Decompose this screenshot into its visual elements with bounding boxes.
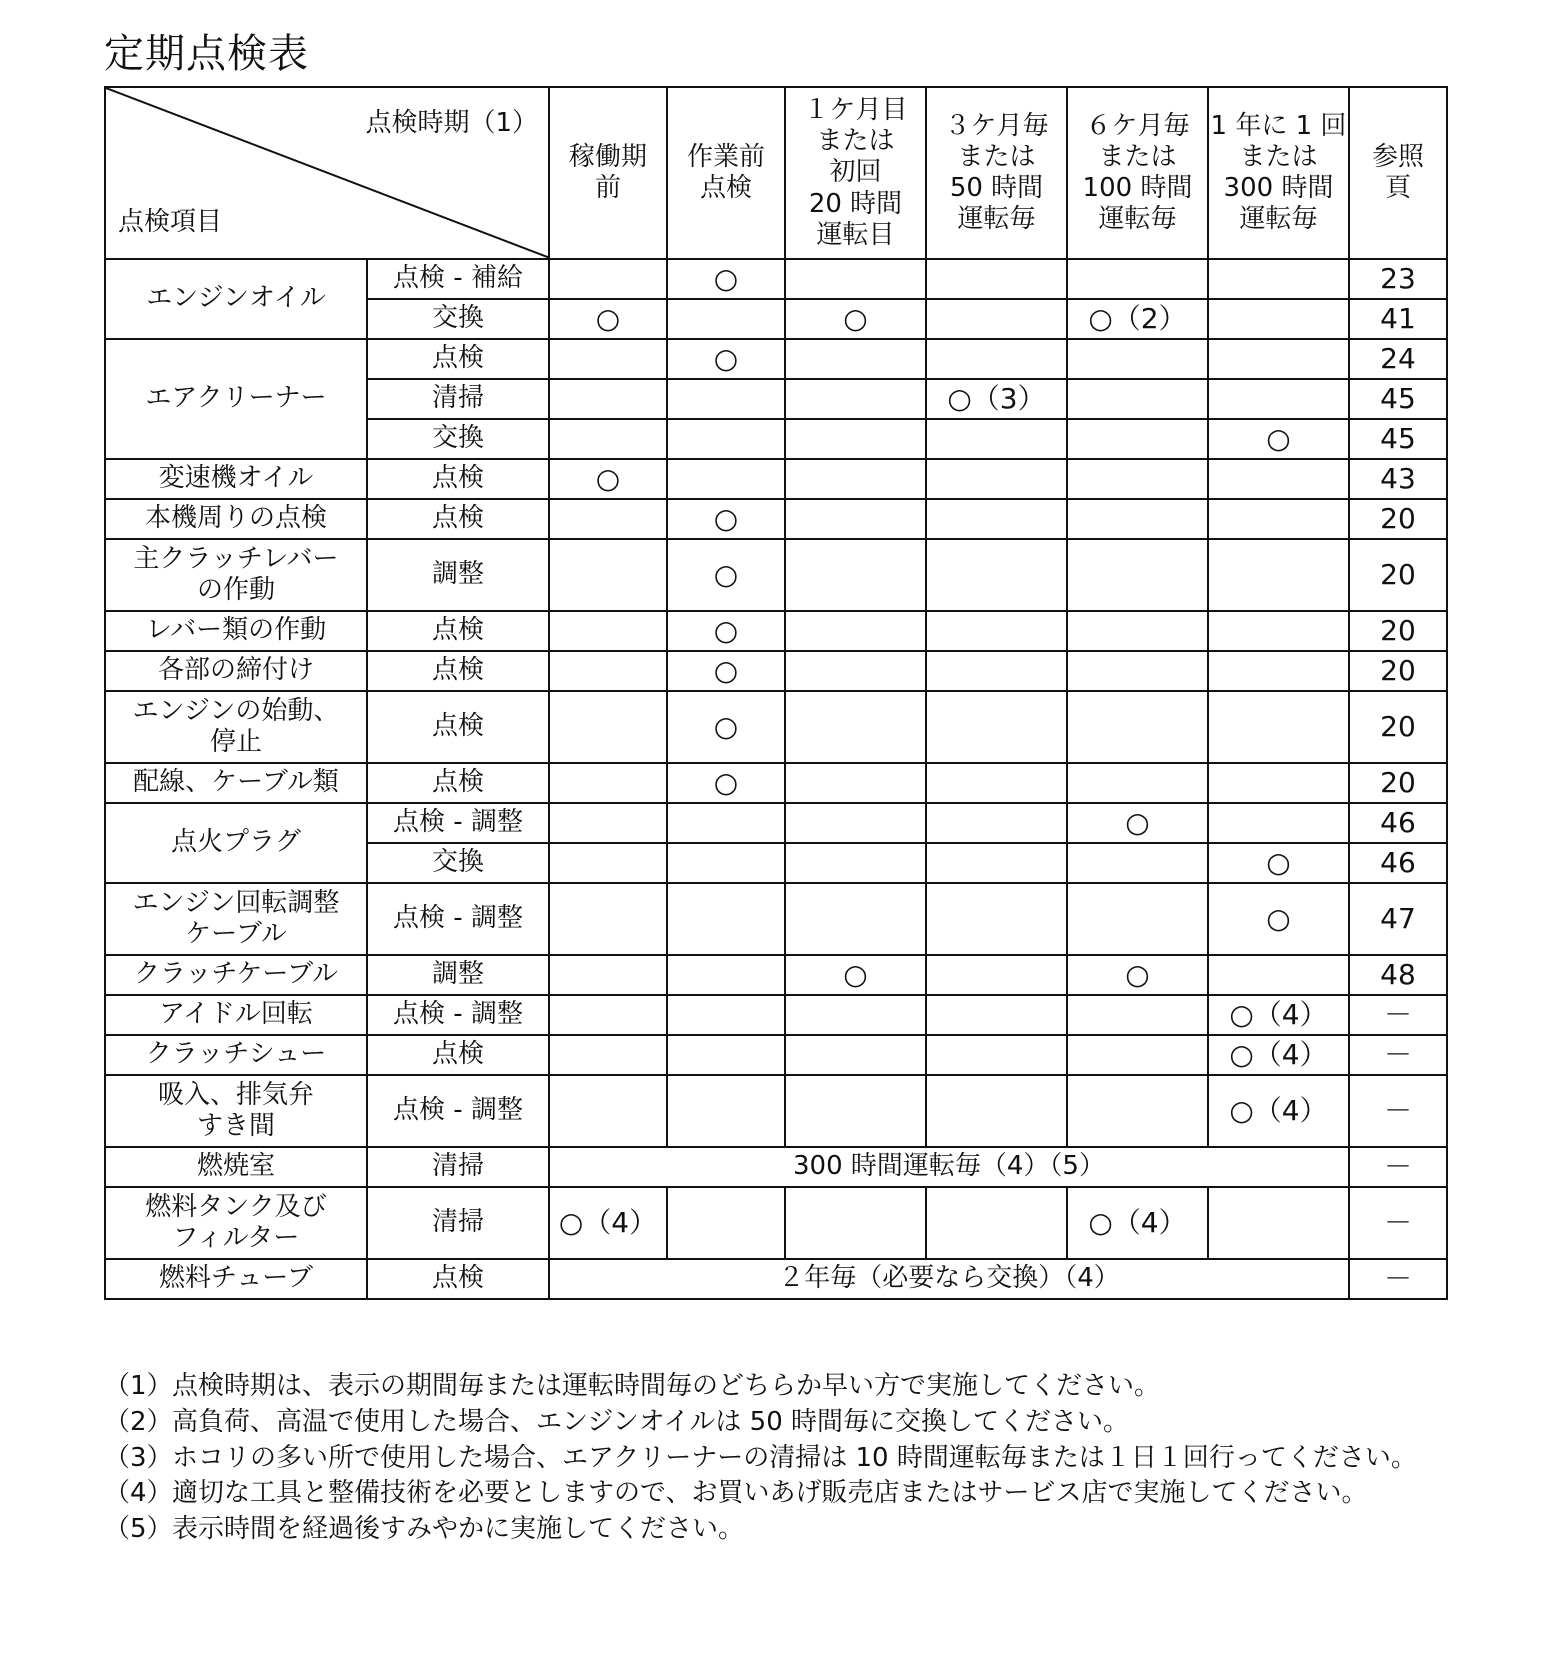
footnote-text: 適切な工具と整備技術を必要としますので、お買いあげ販売店またはサービス店で実施してください。 <box>172 1478 1368 1509</box>
footnote-text: 表示時間を経過後すみやかに実施してください。 <box>172 1514 745 1545</box>
inspection-action: 点検 <box>367 339 549 379</box>
check-mark-cell: ○（2） <box>1067 299 1208 339</box>
empty-cell <box>926 339 1067 379</box>
inspection-item-line: ケーブル <box>185 919 287 949</box>
check-mark-cell: ○ <box>785 955 926 995</box>
empty-cell <box>926 763 1067 803</box>
column-header-line: 運転毎 <box>1098 204 1177 235</box>
footnote <box>104 1513 1444 1547</box>
footnote-number: （5） <box>104 1514 173 1545</box>
inspection-item-line: クラッチシュー <box>145 1039 327 1070</box>
empty-cell <box>926 299 1067 339</box>
empty-cell <box>1208 539 1349 611</box>
inspection-item-line: エアクリーナー <box>145 383 327 414</box>
merged-schedule-cell: 300 時間運転毎（4）（5） <box>549 1147 1349 1187</box>
reference-page: 45 <box>1349 379 1447 419</box>
inspection-item-line: の作動 <box>196 575 275 605</box>
empty-cell <box>549 419 667 459</box>
column-header-line: 参照 <box>1371 141 1424 172</box>
inspection-action: 点検 <box>367 1035 549 1075</box>
empty-cell <box>1067 883 1208 955</box>
empty-cell <box>926 955 1067 995</box>
column-header <box>1208 87 1349 259</box>
empty-cell <box>667 955 785 995</box>
inspection-action: 点検 - 調整 <box>367 803 549 843</box>
table-row <box>105 459 1447 499</box>
inspection-action: 点検 <box>367 611 549 651</box>
check-mark-cell: ○ <box>667 259 785 299</box>
empty-cell <box>549 691 667 763</box>
inspection-item <box>105 1035 367 1075</box>
reference-page: 43 <box>1349 459 1447 499</box>
inspection-item <box>105 883 367 955</box>
empty-cell <box>667 1075 785 1147</box>
header-diagonal-cell <box>105 87 549 259</box>
empty-cell <box>785 763 926 803</box>
inspection-action: 点検 - 補給 <box>367 259 549 299</box>
empty-cell <box>1067 419 1208 459</box>
table-row <box>105 803 1447 843</box>
empty-cell <box>549 1035 667 1075</box>
reference-page: － <box>1349 1035 1447 1075</box>
inspection-item-line: 変速機オイル <box>158 463 314 494</box>
inspection-action: 調整 <box>367 539 549 611</box>
period-label: 点検時期（1） <box>365 108 538 138</box>
empty-cell <box>549 499 667 539</box>
empty-cell <box>667 299 785 339</box>
check-mark-cell: ○（4） <box>1208 995 1349 1035</box>
empty-cell <box>785 883 926 955</box>
empty-cell <box>1067 843 1208 883</box>
empty-cell <box>667 995 785 1035</box>
empty-cell <box>926 995 1067 1035</box>
empty-cell <box>1208 339 1349 379</box>
inspection-item-line: エンジンの始動、 <box>132 695 340 726</box>
check-mark-cell: ○ <box>667 499 785 539</box>
column-header <box>1067 87 1208 259</box>
footnote-number: （3） <box>104 1442 173 1473</box>
empty-cell <box>926 611 1067 651</box>
footnote-text: 点検時期は、表示の期間毎または運転時間毎のどちらか早い方で実施してください。 <box>172 1371 1161 1401</box>
empty-cell <box>1067 339 1208 379</box>
reference-page: － <box>1349 1147 1447 1187</box>
reference-page: 20 <box>1349 763 1447 803</box>
table-row <box>105 1147 1447 1187</box>
empty-cell <box>1208 259 1349 299</box>
table-row <box>105 995 1447 1035</box>
empty-cell <box>926 803 1067 843</box>
reference-page: － <box>1349 995 1447 1035</box>
empty-cell <box>667 419 785 459</box>
empty-cell <box>1208 299 1349 339</box>
inspection-action: 点検 <box>367 1259 549 1299</box>
inspection-action: 交換 <box>367 843 549 883</box>
check-mark-cell: ○ <box>667 611 785 651</box>
empty-cell <box>549 339 667 379</box>
empty-cell <box>785 379 926 419</box>
footnote <box>104 1370 1444 1404</box>
column-header-line: 点検 <box>699 173 752 203</box>
empty-cell <box>785 843 926 883</box>
empty-cell <box>926 1075 1067 1147</box>
empty-cell <box>1067 1075 1208 1147</box>
empty-cell <box>1067 539 1208 611</box>
empty-cell <box>549 651 667 691</box>
table-row <box>105 1035 1447 1075</box>
inspection-item-line: レバー類の作動 <box>145 615 327 646</box>
table-row <box>105 499 1447 539</box>
inspection-action: 清掃 <box>367 379 549 419</box>
footnote <box>104 1406 1444 1440</box>
empty-cell <box>785 1187 926 1259</box>
check-mark-cell: ○ <box>1208 883 1349 955</box>
empty-cell <box>926 1035 1067 1075</box>
empty-cell <box>926 843 1067 883</box>
column-header-line: または <box>1239 141 1318 172</box>
check-mark-cell: ○ <box>667 651 785 691</box>
inspection-action: 点検 - 調整 <box>367 1075 549 1147</box>
column-header-line: 50 時間 <box>949 173 1044 203</box>
table-row <box>105 539 1447 611</box>
empty-cell <box>926 691 1067 763</box>
empty-cell <box>1067 651 1208 691</box>
table-row <box>105 259 1447 299</box>
empty-cell <box>667 803 785 843</box>
empty-cell <box>1067 763 1208 803</box>
empty-cell <box>785 539 926 611</box>
empty-cell <box>785 419 926 459</box>
reference-page: 20 <box>1349 691 1447 763</box>
inspection-action: 交換 <box>367 299 549 339</box>
column-header-line: 20 時間 <box>808 188 903 219</box>
column-header-line: 頁 <box>1384 173 1411 203</box>
empty-cell <box>785 459 926 499</box>
inspection-item <box>105 995 367 1035</box>
column-header-line: １ケ月目 <box>803 95 908 126</box>
check-mark-cell: ○（4） <box>1208 1035 1349 1075</box>
inspection-item <box>105 1075 367 1147</box>
empty-cell <box>785 691 926 763</box>
check-mark-cell: ○ <box>1208 419 1349 459</box>
column-header <box>926 87 1067 259</box>
inspection-item-line: 燃料タンク及び <box>145 1191 327 1222</box>
inspection-item-line: 燃料チューブ <box>159 1263 313 1294</box>
table-row <box>105 611 1447 651</box>
footnotes <box>104 1370 1444 1549</box>
reference-page: 20 <box>1349 611 1447 651</box>
empty-cell <box>785 803 926 843</box>
reference-page: 46 <box>1349 803 1447 843</box>
table-row <box>105 955 1447 995</box>
empty-cell <box>926 459 1067 499</box>
empty-cell <box>926 499 1067 539</box>
empty-cell <box>1067 1035 1208 1075</box>
inspection-item-line: エンジン回転調整 <box>132 887 340 918</box>
table-row <box>105 1187 1447 1259</box>
inspection-item <box>105 1147 367 1187</box>
table-row <box>105 1075 1447 1147</box>
inspection-item-line: 吸入、排気弁 <box>157 1079 314 1110</box>
column-header-line: または <box>1098 141 1177 172</box>
inspection-action: 点検 - 調整 <box>367 995 549 1035</box>
column-header-line: 運転毎 <box>957 204 1036 235</box>
empty-cell <box>1067 379 1208 419</box>
column-header-line: 1 年に 1 回 <box>1210 110 1347 141</box>
footnote <box>104 1477 1444 1511</box>
column-header <box>785 87 926 259</box>
check-mark-cell: ○ <box>1208 843 1349 883</box>
check-mark-cell: ○ <box>549 299 667 339</box>
inspection-action: 清掃 <box>367 1187 549 1259</box>
footnote-number: （2） <box>104 1406 173 1437</box>
empty-cell <box>785 995 926 1035</box>
inspection-item <box>105 259 367 339</box>
inspection-item-line: 主クラッチレバー <box>133 543 339 574</box>
inspection-item-line: クラッチケーブル <box>133 959 339 990</box>
empty-cell <box>667 843 785 883</box>
merged-schedule-cell: ２年毎（必要なら交換）（4） <box>549 1259 1349 1299</box>
check-mark-cell: ○ <box>549 459 667 499</box>
empty-cell <box>1067 611 1208 651</box>
check-mark-cell: ○ <box>667 763 785 803</box>
inspection-item-line: すき間 <box>196 1111 275 1141</box>
empty-cell <box>549 955 667 995</box>
empty-cell <box>1208 499 1349 539</box>
empty-cell <box>549 995 667 1035</box>
footnote-text: ホコリの多い所で使用した場合、エアクリーナーの清掃は 10 時間運転毎または１日１回行ってください。 <box>172 1442 1417 1473</box>
empty-cell <box>1067 259 1208 299</box>
reference-page: 46 <box>1349 843 1447 883</box>
check-mark-cell: ○ <box>667 339 785 379</box>
empty-cell <box>1067 459 1208 499</box>
inspection-item-line: アイドル回転 <box>159 999 313 1030</box>
empty-cell <box>667 459 785 499</box>
empty-cell <box>1208 611 1349 651</box>
empty-cell <box>785 259 926 299</box>
footnote-text: 高負荷、高温で使用した場合、エンジンオイルは 50 時間毎に交換してください。 <box>172 1406 1130 1437</box>
inspection-action: 点検 <box>367 499 549 539</box>
empty-cell <box>549 611 667 651</box>
check-mark-cell: ○（3） <box>926 379 1067 419</box>
empty-cell <box>667 1035 785 1075</box>
reference-page: 24 <box>1349 339 1447 379</box>
inspection-item-line: 燃焼室 <box>196 1151 275 1182</box>
column-header-line: ３ケ月毎 <box>944 110 1049 141</box>
table-row <box>105 651 1447 691</box>
table-row <box>105 339 1447 379</box>
reference-page: 20 <box>1349 499 1447 539</box>
inspection-item <box>105 803 367 883</box>
column-header-line: または <box>816 126 895 157</box>
inspection-item-line: エンジンオイル <box>146 283 326 314</box>
table-row <box>105 763 1447 803</box>
inspection-action: 調整 <box>367 955 549 995</box>
column-header-line: 運転目 <box>816 219 895 250</box>
table-row <box>105 1259 1447 1299</box>
table-row <box>105 691 1447 763</box>
column-header-line: 前 <box>594 173 621 203</box>
inspection-item <box>105 1259 367 1299</box>
inspection-item-line: 点火プラグ <box>170 827 301 858</box>
inspection-action: 清掃 <box>367 1147 549 1187</box>
empty-cell <box>549 843 667 883</box>
empty-cell <box>549 883 667 955</box>
column-header <box>549 87 667 259</box>
reference-page: 47 <box>1349 883 1447 955</box>
empty-cell <box>785 611 926 651</box>
empty-cell <box>926 259 1067 299</box>
empty-cell <box>549 763 667 803</box>
inspection-item <box>105 651 367 691</box>
check-mark-cell: ○ <box>1067 803 1208 843</box>
inspection-action: 点検 <box>367 651 549 691</box>
inspection-action: 点検 - 調整 <box>367 883 549 955</box>
empty-cell <box>785 339 926 379</box>
empty-cell <box>1208 379 1349 419</box>
check-mark-cell: ○（4） <box>1208 1075 1349 1147</box>
empty-cell <box>667 1187 785 1259</box>
empty-cell <box>1067 691 1208 763</box>
inspection-item-line: 配線、ケーブル類 <box>133 767 339 798</box>
empty-cell <box>1208 1187 1349 1259</box>
check-mark-cell: ○（4） <box>1067 1187 1208 1259</box>
empty-cell <box>1208 803 1349 843</box>
reference-page: 20 <box>1349 539 1447 611</box>
reference-page: 20 <box>1349 651 1447 691</box>
empty-cell <box>667 883 785 955</box>
column-header-line: 作業前 <box>686 141 765 172</box>
reference-page: － <box>1349 1187 1447 1259</box>
inspection-item <box>105 459 367 499</box>
inspection-action: 点検 <box>367 459 549 499</box>
inspection-action: 点検 <box>367 691 549 763</box>
inspection-item <box>105 1187 367 1259</box>
reference-page: 23 <box>1349 259 1447 299</box>
column-header-line: 初回 <box>829 157 882 188</box>
check-mark-cell: ○ <box>785 299 926 339</box>
empty-cell <box>785 1035 926 1075</box>
inspection-item <box>105 499 367 539</box>
inspection-action: 点検 <box>367 763 549 803</box>
check-mark-cell: ○（4） <box>549 1187 667 1259</box>
column-header-line: ６ケ月毎 <box>1085 110 1190 141</box>
empty-cell <box>549 379 667 419</box>
column-header <box>667 87 785 259</box>
empty-cell <box>926 1187 1067 1259</box>
empty-cell <box>926 651 1067 691</box>
inspection-action: 交換 <box>367 419 549 459</box>
page-title: 定期点検表 <box>104 31 309 77</box>
reference-page: 48 <box>1349 955 1447 995</box>
reference-page: 45 <box>1349 419 1447 459</box>
empty-cell <box>549 539 667 611</box>
table-row <box>105 883 1447 955</box>
empty-cell <box>785 499 926 539</box>
column-header <box>1349 87 1447 259</box>
reference-page: － <box>1349 1075 1447 1147</box>
footnote <box>104 1442 1444 1476</box>
inspection-item <box>105 539 367 611</box>
inspection-item-line: フィルター <box>172 1223 300 1253</box>
empty-cell <box>1067 499 1208 539</box>
inspection-item <box>105 763 367 803</box>
empty-cell <box>1208 651 1349 691</box>
footnote-number: （4） <box>104 1478 173 1509</box>
empty-cell <box>785 651 926 691</box>
check-mark-cell: ○ <box>667 691 785 763</box>
inspection-item <box>105 691 367 763</box>
inspection-item-line: 各部の締付け <box>157 655 314 686</box>
empty-cell <box>926 539 1067 611</box>
reference-page: － <box>1349 1259 1447 1299</box>
check-mark-cell: ○ <box>1067 955 1208 995</box>
empty-cell <box>926 883 1067 955</box>
footnote-number: （1） <box>104 1371 173 1401</box>
empty-cell <box>1208 691 1349 763</box>
empty-cell <box>667 379 785 419</box>
inspection-item <box>105 955 367 995</box>
empty-cell <box>785 1075 926 1147</box>
inspection-item <box>105 339 367 459</box>
empty-cell <box>1067 995 1208 1035</box>
column-header-line: 300 時間 <box>1223 173 1334 203</box>
item-label: 点検項目 <box>118 206 223 237</box>
empty-cell <box>549 803 667 843</box>
column-header-line: 稼働期 <box>568 141 647 172</box>
column-header-line: 運転毎 <box>1239 204 1318 235</box>
column-header-line: 100 時間 <box>1082 173 1193 203</box>
reference-page: 41 <box>1349 299 1447 339</box>
empty-cell <box>1208 763 1349 803</box>
column-header-line: または <box>957 141 1036 172</box>
empty-cell <box>926 419 1067 459</box>
inspection-table <box>104 86 1448 1300</box>
empty-cell <box>1208 459 1349 499</box>
inspection-item <box>105 611 367 651</box>
inspection-item-line: 本機周りの点検 <box>144 503 327 534</box>
empty-cell <box>549 259 667 299</box>
empty-cell <box>549 1075 667 1147</box>
inspection-item-line: 停止 <box>209 727 262 757</box>
empty-cell <box>1208 955 1349 995</box>
check-mark-cell: ○ <box>667 539 785 611</box>
